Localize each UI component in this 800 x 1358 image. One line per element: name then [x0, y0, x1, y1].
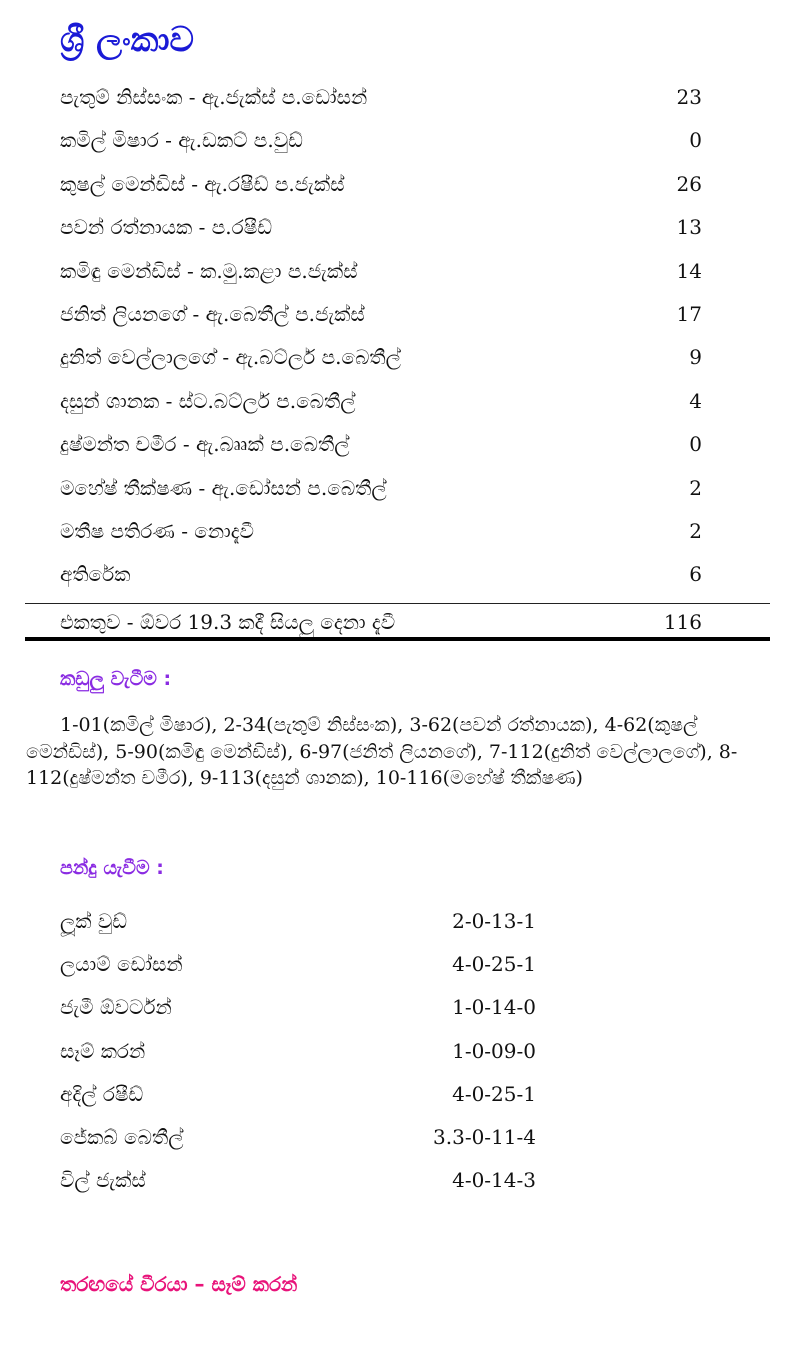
batter-name: මතීෂ පතිරණ - නොදැවී: [60, 518, 255, 543]
batting-row: [60, 510, 702, 553]
divider: [25, 603, 770, 604]
bowler-name: සෑම් කරන්: [60, 1038, 146, 1063]
bowling-heading: පන්දු යැවීම :: [60, 857, 164, 879]
bowler-figures: 1-0-09-0: [452, 1038, 536, 1063]
batter-runs: 23: [676, 85, 702, 109]
batter-name: කමිල් මිෂාර - ඇ.ඩකට් ප.වුඩ්: [60, 128, 303, 153]
batting-scorecard: [60, 76, 702, 597]
divider-thick: [25, 637, 770, 641]
batter-runs: 0: [689, 432, 702, 457]
batter-name: කමිඳු මෙන්ඩිස් - ක.මු.කළා ප.ජැක්ස්: [60, 258, 358, 283]
bowler-figures: 3.3-0-11-4: [433, 1124, 536, 1149]
bowler-figures: 4-0-25-1: [452, 1081, 536, 1106]
bowler-name: අදිල් රෂීඩ්: [60, 1081, 144, 1106]
total-label: එකතුව - ඕවර 19.3 කදී සියලු දෙනා දැවී: [60, 610, 396, 634]
batter-runs: 2: [689, 475, 702, 500]
batting-row: [60, 119, 702, 162]
bowling-row: [60, 986, 536, 1029]
bowling-row: [60, 1030, 536, 1073]
bowler-name: ජේකබ් බෙතීල්: [60, 1124, 184, 1149]
batting-row: [60, 467, 702, 510]
extras-label: අතිරේක: [60, 562, 131, 587]
bowling-row: [60, 1116, 536, 1159]
batting-row: [60, 336, 702, 379]
bowler-figures: 4-0-25-1: [452, 952, 536, 977]
total-row: [60, 607, 702, 637]
batter-runs: 13: [676, 215, 702, 240]
bowler-name: විල් ජැක්ස්: [60, 1168, 146, 1193]
batter-runs: 9: [689, 345, 702, 370]
fall-of-wickets-text: 1-01(කමිල් මිෂාර), 2-34(පැතුම් නිස්සංක), 3-62(පවන් රත්නායක), 4-62(කුෂල් මෙන්ඩිස්), 5-90(කමිඳු මෙන්ඩිස්), 6-97(ජනිත් ලියනගේ), 7-112(දුනිත් වෙල්ලාලගේ), 8-112(දුෂ්මන්ත චමීර), 9-113(දසුන් ශානක), 10-116(මහේෂ් තීක්ෂණ): [26, 714, 738, 789]
bowler-name: ලයාම් ඩෝසන්: [60, 952, 183, 977]
bowler-figures: 2-0-13-1: [452, 909, 536, 933]
batting-row: [60, 293, 702, 336]
batting-row: [60, 380, 702, 423]
batting-row: [60, 163, 702, 206]
bowling-row: [60, 900, 536, 943]
bowler-figures: 4-0-14-3: [452, 1168, 536, 1193]
bowling-row: [60, 943, 536, 986]
batting-row: [60, 250, 702, 293]
extras-runs: 6: [689, 562, 702, 587]
batter-name: කුෂල් මෙන්ඩිස් - ඇ.රෂීඩ් ප.ජැක්ස්: [60, 171, 345, 196]
extras-row: [60, 553, 702, 596]
team-title: ශ්‍රී ලංකාව: [60, 20, 194, 60]
bowling-scorecard: [60, 900, 536, 1202]
batting-row: [60, 76, 702, 119]
player-of-match: තරඟයේ වීරයා – සෑම් කරන්: [60, 1272, 298, 1296]
batter-name: මහේෂ් තීක්ෂණ - ඇ.ඩෝසන් ප.බෙතීල්: [60, 475, 387, 500]
batter-name: ජනිත් ලියනගේ - ඇ.බෙතීල් ප.ජැක්ස්: [60, 301, 365, 326]
batter-name: දුෂ්මන්ත චමීර - ඇ.බෲක් ප.බෙතීල්: [60, 432, 350, 457]
bowler-figures: 1-0-14-0: [452, 995, 536, 1020]
batter-runs: 4: [689, 388, 702, 413]
bowler-name: ජැමී ඕවර්ටන්: [60, 995, 172, 1020]
batter-runs: 26: [676, 171, 702, 196]
batter-name: පැතුම් නිස්සංක - ඇ.ජැක්ස් ප.ඩෝසන්: [60, 85, 368, 109]
batter-runs: 0: [689, 128, 702, 153]
batter-name: පවන් රත්නායක - ප.රෂීඩ්: [60, 215, 273, 240]
bowling-row: [60, 1073, 536, 1116]
total-runs: 116: [663, 610, 702, 634]
batter-name: දුනිත් වෙල්ලාලගේ - ඇ.බට්ලර් ප.බෙතීල්: [60, 345, 401, 370]
bowler-name: ලූක් වුඩ්: [60, 909, 128, 933]
batter-runs: 2: [689, 518, 702, 543]
batter-name: දසුන් ශානක - ස්ට.බට්ලර් ප.බෙතීල්: [60, 388, 356, 413]
bowling-row: [60, 1159, 536, 1202]
fall-of-wickets-heading: කඩුලු වැටීම :: [60, 668, 172, 690]
batting-row: [60, 423, 702, 466]
batter-runs: 17: [676, 301, 702, 326]
batter-runs: 14: [676, 258, 702, 283]
batting-row: [60, 206, 702, 249]
